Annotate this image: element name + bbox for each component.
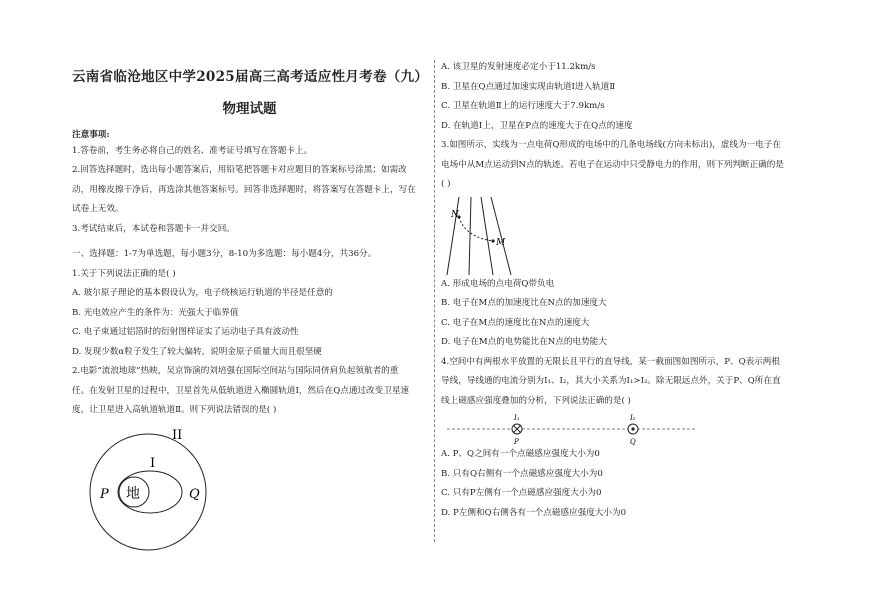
field-line-2 <box>469 197 471 275</box>
q4-stem-2: 导线，导线通的电流分别为I₁、I₂，其大小关系为I₁>I₂。除无限远点外，关于P、Q所在直 <box>441 376 781 386</box>
field-line-1 <box>447 197 459 275</box>
q4-option-a: A. P、Q之间有一个点磁感应强度大小为0 <box>441 449 600 459</box>
wire-figure <box>447 411 697 447</box>
notice-item-3: 3.考试结束后，本试卷和答题卡一并交回。 <box>72 223 235 234</box>
point-m-label: M <box>496 237 506 248</box>
current-i2-label: I₂ <box>630 414 636 422</box>
q2-stem-3: 度，让卫星进入高轨道轨道Ⅱ。则下列说法错误的是( ) <box>72 405 277 415</box>
orbit-i-label: I <box>150 456 156 471</box>
left-column <box>72 60 429 502</box>
q4-stem-1: 4.空间中有两根水平放置的无限长且平行的直导线，某一截面图如图所示，P、Q表示两根 <box>441 356 780 367</box>
q3-option-c: C. 电子在M点的速度比在N点的速度大 <box>441 317 590 328</box>
exam-subtitle: 物理试题 <box>222 101 277 117</box>
q4-option-b: B. 只有Q右侧有一个点磁感应强度大小为0 <box>441 468 603 479</box>
q2-stem-2: 任。在发射卫星的过程中，卫星首先从低轨道进入椭圆轨道Ⅰ，然后在Q点通过改变卫星速 <box>72 385 410 396</box>
q3-option-b: B. 电子在M点的加速度比在N点的加速度大 <box>441 298 607 308</box>
q2-option-c: C. 卫星在轨道Ⅱ上的运行速度大于7.9km/s <box>441 101 605 111</box>
point-q-label: Q <box>189 487 200 502</box>
orbit-ii-label: II <box>172 428 183 443</box>
right-column <box>441 60 803 521</box>
q2-option-b: B. 卫星在Q点通过加速实现由轨道Ⅰ进入轨道Ⅱ <box>441 81 616 92</box>
q3-stem-2: 电场中从M点运动到N点的轨迹。若电子在运动中只受静电力的作用，则下列判断正确的是 <box>441 159 784 170</box>
q1-option-c: C. 电子束通过铝箔时的衍射图样证实了运动电子具有波动性 <box>72 327 299 337</box>
q4-option-d: D. P左侧和Q右侧各有一个点磁感应强度大小为0 <box>441 507 627 518</box>
orbit-figure <box>86 424 216 554</box>
wire-q-label: Q <box>630 438 636 446</box>
column-divider <box>434 60 435 542</box>
q3-option-d: D. 电子在M点的电势能比在N点的电势能大 <box>441 337 607 347</box>
q2-option-d: D. 在轨道Ⅰ上，卫星在P点的速度大于在Q点的速度 <box>441 120 633 131</box>
current-i1-label: I₁ <box>514 414 520 422</box>
q3-stem-3: ( ) <box>441 179 451 189</box>
section-heading: 一、选择题：1-7为单选题，每小题3分，8-10为多选题：每小题4分，共36分。 <box>72 249 377 259</box>
q4-option-c: C. 只有P左侧有一个点磁感应强度大小为0 <box>441 488 602 498</box>
q2-option-a: A. 该卫星的发射速度必定小于11.2km/s <box>441 62 596 72</box>
point-m-dot <box>491 239 494 242</box>
q1-option-a: A. 玻尔原子理论的基本假设认为，电子绕核运行轨道的半径是任意的 <box>72 288 333 298</box>
q3-stem-1: 3.如图所示，实线为一点电荷Q形成的电场中的几条电场线(方向未标出)，虚线为一电子在 <box>441 140 781 150</box>
q4-stem-3: 线上磁感应强度叠加的分析，下列说法正确的是( ) <box>441 395 631 406</box>
earth-label: 地 <box>126 486 140 502</box>
point-n-label: N <box>451 209 459 220</box>
field-line-4 <box>491 197 511 275</box>
notice-item-2a: 2.回答选择题时，选出每小题答案后，用铅笔把答题卡对应题目的答案标号涂黑；如需改 <box>72 165 407 175</box>
q1-option-d: D. 发现少数α粒子发生了较大偏转，说明金原子质量大而且很坚硬 <box>72 346 322 357</box>
wire-q-dot <box>631 427 634 430</box>
notice-item-2b: 动，用橡皮擦干净后，再选涂其他答案标号。回答非选择题时，将答案写在答题卡上，写在 <box>72 184 416 195</box>
notice-item-2c: 试卷上无效。 <box>72 204 124 214</box>
notice-heading: 注意事项: <box>72 130 110 140</box>
field-line-figure <box>445 195 515 277</box>
field-line-3 <box>481 197 493 275</box>
q2-stem-1: 2.电影“流浪地球”热映，吴京饰演的刘培强在国际空间站与国际同侪肩负起领航者的重 <box>72 366 399 376</box>
notice-item-1: 1.答卷前，考生务必将自己的姓名、准考证号填写在答题卡上。 <box>72 145 313 156</box>
point-p-label: P <box>100 487 109 502</box>
wire-p-label: P <box>514 438 519 446</box>
electron-trajectory <box>459 217 493 241</box>
exam-title: 云南省临沧地区中学2025届高三高考适应性月考卷（九） <box>72 69 429 85</box>
q3-option-a: A. 形成电场的点电荷Q带负电 <box>441 278 555 289</box>
q1-option-b: B. 光电效应产生的条件为：光强大于临界值 <box>72 307 239 318</box>
q1-stem: 1.关于下列说法正确的是( ) <box>72 268 176 279</box>
